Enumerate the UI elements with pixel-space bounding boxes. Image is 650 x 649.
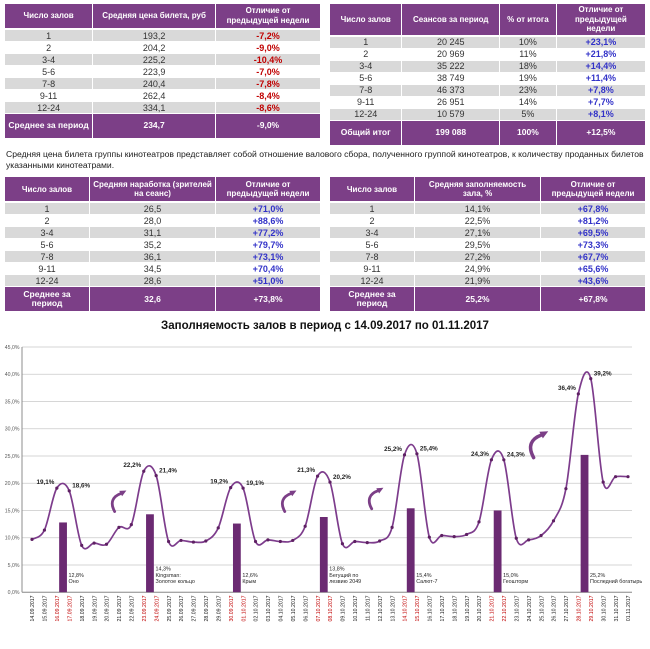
table-header-row: [330, 177, 645, 203]
table-row: [330, 109, 645, 121]
table-cell: +43,6%: [541, 275, 645, 287]
table-footer-cell: Среднее за период: [5, 114, 93, 139]
date-label: 21.09.2017: [117, 595, 124, 622]
table-cell: 1: [5, 203, 90, 215]
table-footer-cell: Среднее за период: [5, 287, 90, 312]
tables-row-middle: [0, 173, 650, 312]
date-label: 21.10.2017: [489, 595, 496, 622]
table-cell: +73,3%: [541, 239, 645, 251]
table-header-row: [5, 4, 320, 30]
table-cell: 1: [330, 37, 402, 49]
svg-text:24,3%: 24,3%: [506, 452, 525, 460]
table-cell: +7,8%: [557, 85, 645, 97]
table-row: [5, 227, 320, 239]
svg-text:13,8%: 13,8%: [329, 566, 345, 573]
table-cell: -7,8%: [216, 78, 320, 90]
table-cell: 38 749: [402, 73, 500, 85]
table-avg-ticket-price: [5, 4, 320, 146]
date-label: 20.09.2017: [104, 595, 111, 622]
date-label: 24.10.2017: [526, 595, 533, 622]
data-table-avg-ticket-price: [5, 4, 320, 139]
table-cell: +71,0%: [216, 203, 320, 215]
svg-text:21,4%: 21,4%: [159, 467, 178, 475]
table-cell: 12-24: [5, 275, 90, 287]
date-label: 29.10.2017: [588, 595, 595, 622]
table-cell: 2: [330, 49, 402, 61]
svg-text:10,0%: 10,0%: [4, 536, 20, 543]
table-row: [5, 239, 320, 251]
date-label: 15.10.2017: [415, 595, 422, 622]
premiere-bars: [59, 455, 588, 592]
premiere-bar: [320, 517, 328, 592]
svg-text:19,1%: 19,1%: [36, 479, 55, 487]
table-cell: 3-4: [330, 61, 402, 73]
table-cell: 193,2: [93, 30, 216, 42]
premiere-bar: [407, 509, 415, 593]
date-label: 01.10.2017: [241, 595, 248, 622]
table-cell: 2: [330, 215, 415, 227]
table-row: [330, 215, 645, 227]
date-label: 30.09.2017: [228, 595, 235, 622]
svg-text:15,0%: 15,0%: [4, 508, 20, 515]
table-cell: 2: [5, 215, 90, 227]
svg-text:Последний богатырь: Последний богатырь: [590, 579, 643, 586]
date-label: 07.10.2017: [315, 595, 322, 622]
table-cell: 10%: [500, 37, 557, 49]
table-cell: -7,2%: [216, 30, 320, 42]
table-avg-attendance: [5, 177, 320, 312]
premiere-bar: [59, 523, 67, 593]
table-cell: 14%: [500, 97, 557, 109]
table-cell: +69,5%: [541, 227, 645, 239]
table-cell: -9,0%: [216, 42, 320, 54]
y-axis-labels: [5, 345, 20, 596]
table-footer-cell: Общий итог: [330, 121, 402, 146]
date-label: 14.10.2017: [402, 595, 409, 622]
date-label: 16.10.2017: [427, 595, 434, 622]
table-cell: +73,1%: [216, 251, 320, 263]
table-row: [5, 54, 320, 66]
svg-text:45,0%: 45,0%: [4, 345, 20, 352]
date-label: 10.10.2017: [353, 595, 360, 622]
svg-text:40,0%: 40,0%: [4, 372, 20, 379]
table-cell: -8,4%: [216, 90, 320, 102]
date-label: 12.10.2017: [377, 595, 384, 622]
up-arrow-icon: [112, 494, 120, 512]
date-label: 26.09.2017: [179, 595, 186, 622]
table-cell: +65,6%: [541, 263, 645, 275]
premiere-bar: [494, 511, 502, 593]
table-footer-cell: -9,0%: [216, 114, 320, 139]
table-cell: 36,1: [90, 251, 216, 263]
table-row: [330, 227, 645, 239]
column-header: Средняя заполняемость зала, %: [415, 177, 541, 203]
svg-text:39,2%: 39,2%: [593, 370, 612, 378]
svg-text:20,2%: 20,2%: [333, 474, 351, 482]
table-cell: +51,0%: [216, 275, 320, 287]
column-header: % от итога: [500, 4, 557, 37]
table-footer-row: [330, 121, 645, 146]
table-footer-row: [330, 287, 645, 312]
date-label: 11.10.2017: [365, 595, 372, 622]
table-cell: 12-24: [330, 275, 415, 287]
svg-text:лезвию 2049: лезвию 2049: [329, 579, 362, 586]
table-cell: 14,1%: [415, 203, 541, 215]
table-sessions-per-period: [330, 4, 645, 146]
up-arrow-icon: [282, 494, 290, 512]
table-cell: +8,1%: [557, 109, 645, 121]
table-cell: 1: [330, 203, 415, 215]
svg-text:15,0%: 15,0%: [503, 573, 519, 580]
date-label: 08.10.2017: [328, 595, 335, 622]
premiere-bar-labels: [69, 567, 643, 586]
table-row: [5, 66, 320, 78]
table-cell: +21,8%: [557, 49, 645, 61]
table-cell: 1: [5, 30, 93, 42]
table-cell: 5-6: [330, 73, 402, 85]
table-cell: 7-8: [5, 251, 90, 263]
date-label: 27.09.2017: [191, 595, 198, 622]
date-label: 31.10.2017: [613, 595, 620, 622]
svg-text:Kingsman:: Kingsman:: [155, 573, 181, 580]
table-row: [5, 203, 320, 215]
up-arrow-icon: [531, 436, 542, 459]
line-markers: [30, 377, 629, 547]
svg-text:24,3%: 24,3%: [471, 451, 489, 459]
table-cell: 26 951: [402, 97, 500, 109]
table-cell: 5-6: [330, 239, 415, 251]
note-text: Средняя цена билета группы кинотеатров представляет собой отношение валового сбора, полученного группой кинотеатров, к количеству проданных билетов указанными кинотеатрами.: [6, 148, 644, 171]
table-cell: 21,9%: [415, 275, 541, 287]
date-label: 23.10.2017: [514, 595, 521, 622]
table-cell: 334,1: [93, 102, 216, 114]
svg-text:Золотое кольцо: Золотое кольцо: [155, 579, 195, 586]
date-label: 05.10.2017: [290, 595, 297, 622]
svg-text:12,8%: 12,8%: [68, 573, 84, 580]
occupancy-line: [32, 372, 628, 549]
table-cell: 23%: [500, 85, 557, 97]
occupancy-chart: [0, 312, 650, 636]
date-label: 29.09.2017: [216, 595, 223, 622]
date-label: 25.09.2017: [166, 595, 173, 622]
date-label: 28.09.2017: [204, 595, 211, 622]
table-row: [330, 97, 645, 109]
table-cell: 12-24: [330, 109, 402, 121]
table-cell: 46 373: [402, 85, 500, 97]
up-arrow-icon: [369, 491, 377, 509]
data-table-sessions-per-period: [330, 4, 645, 146]
date-label: 16.09.2017: [55, 595, 62, 622]
table-row: [330, 251, 645, 263]
table-footer-cell: 199 088: [402, 121, 500, 146]
svg-text:25,4%: 25,4%: [419, 446, 438, 454]
table-footer-cell: +67,8%: [541, 287, 645, 312]
column-header: Отличие от предыдущей недели: [216, 177, 320, 203]
table-cell: 29,5%: [415, 239, 541, 251]
svg-text:Крым: Крым: [242, 579, 257, 586]
table-row: [5, 102, 320, 114]
table-footer-cell: 32,6: [90, 287, 216, 312]
table-cell: +67,7%: [541, 251, 645, 263]
table-row: [5, 90, 320, 102]
svg-text:Геошторм: Геошторм: [503, 579, 529, 586]
table-footer-row: [5, 114, 320, 139]
svg-text:14,3%: 14,3%: [155, 566, 171, 573]
table-cell: 5-6: [5, 66, 93, 78]
svg-text:12,6%: 12,6%: [242, 573, 258, 580]
table-cell: 223,9: [93, 66, 216, 78]
date-label: 27.10.2017: [564, 595, 571, 622]
date-label: 19.10.2017: [464, 595, 471, 622]
table-cell: +67,8%: [541, 203, 645, 215]
table-cell: -8,6%: [216, 102, 320, 114]
table-cell: 28,0: [90, 215, 216, 227]
svg-text:25,2%: 25,2%: [590, 573, 606, 580]
premiere-bar: [233, 524, 241, 593]
date-label: 26.10.2017: [551, 595, 558, 622]
table-cell: +79,7%: [216, 239, 320, 251]
date-label: 25.10.2017: [539, 595, 546, 622]
svg-text:22,2%: 22,2%: [123, 462, 142, 470]
svg-text:25,2%: 25,2%: [384, 446, 402, 454]
column-header: Отличие от предыдущей недели: [216, 4, 320, 30]
table-row: [330, 61, 645, 73]
column-header: Число залов: [5, 4, 93, 30]
table-header-row: [330, 4, 645, 37]
table-cell: 20 245: [402, 37, 500, 49]
table-cell: 27,2%: [415, 251, 541, 263]
table-cell: 11%: [500, 49, 557, 61]
table-row: [330, 73, 645, 85]
table-cell: 24,9%: [415, 263, 541, 275]
table-cell: 9-11: [330, 263, 415, 275]
table-cell: 35 222: [402, 61, 500, 73]
table-row: [5, 263, 320, 275]
date-label: 17.10.2017: [439, 595, 446, 622]
table-cell: 19%: [500, 73, 557, 85]
date-label: 30.10.2017: [601, 595, 608, 622]
svg-text:0,0%: 0,0%: [7, 590, 20, 597]
table-cell: 10 579: [402, 109, 500, 121]
table-row: [5, 30, 320, 42]
date-label: 02.10.2017: [253, 595, 260, 622]
svg-text:19,2%: 19,2%: [210, 479, 229, 487]
date-label: 17.09.2017: [67, 595, 74, 622]
x-axis-labels: [30, 596, 632, 622]
table-footer-cell: +12,5%: [557, 121, 645, 146]
date-label: 19.09.2017: [92, 595, 99, 622]
table-footer-cell: 25,2%: [415, 287, 541, 312]
table-row: [5, 215, 320, 227]
column-header: Отличие от предыдущей недели: [541, 177, 645, 203]
date-label: 09.10.2017: [340, 595, 347, 622]
table-cell: 9-11: [5, 263, 90, 275]
occupancy-chart-svg: [0, 335, 650, 631]
data-table-avg-occupancy: [330, 177, 645, 312]
premiere-bar: [146, 515, 154, 593]
premiere-bar: [581, 455, 589, 592]
table-cell: 9-11: [5, 90, 93, 102]
date-label: 15.09.2017: [42, 595, 49, 622]
table-cell: 35,2: [90, 239, 216, 251]
table-cell: 27,1%: [415, 227, 541, 239]
column-header: Число залов: [5, 177, 90, 203]
column-header: Отличие от предыдущей недели: [557, 4, 645, 37]
svg-text:19,1%: 19,1%: [246, 480, 264, 488]
column-header: Число залов: [330, 4, 402, 37]
table-cell: 12-24: [5, 102, 93, 114]
table-cell: +7,7%: [557, 97, 645, 109]
date-label: 22.09.2017: [129, 595, 136, 622]
table-cell: 5-6: [5, 239, 90, 251]
chart-title: Заполняемость залов в период с 14.09.2017 по 01.11.2017: [161, 320, 489, 333]
table-row: [5, 78, 320, 90]
date-label: 04.10.2017: [278, 595, 285, 622]
svg-text:Оно: Оно: [68, 579, 79, 586]
table-cell: -7,0%: [216, 66, 320, 78]
table-cell: +88,6%: [216, 215, 320, 227]
table-cell: +70,4%: [216, 263, 320, 275]
svg-text:18,6%: 18,6%: [72, 483, 91, 491]
table-row: [5, 275, 320, 287]
date-label: 01.11.2017: [626, 595, 633, 622]
table-cell: 204,2: [93, 42, 216, 54]
column-header: Сеансов за период: [402, 4, 500, 37]
table-row: [330, 275, 645, 287]
table-footer-row: [5, 287, 320, 312]
table-row: [5, 42, 320, 54]
table-footer-cell: +73,8%: [216, 287, 320, 312]
table-cell: 20 969: [402, 49, 500, 61]
date-label: 18.09.2017: [79, 595, 86, 622]
date-label: 14.09.2017: [30, 595, 37, 622]
svg-text:36,4%: 36,4%: [557, 385, 576, 393]
table-cell: 26,5: [90, 203, 216, 215]
table-row: [330, 37, 645, 49]
table-cell: 3-4: [330, 227, 415, 239]
table-cell: -10,4%: [216, 54, 320, 66]
svg-text:Салют-7: Салют-7: [416, 579, 438, 586]
table-row: [330, 49, 645, 61]
table-cell: 225,2: [93, 54, 216, 66]
table-cell: 7-8: [5, 78, 93, 90]
table-row: [330, 239, 645, 251]
svg-text:5,0%: 5,0%: [7, 563, 20, 570]
date-label: 23.09.2017: [141, 595, 148, 622]
table-cell: 22,5%: [415, 215, 541, 227]
table-cell: 7-8: [330, 251, 415, 263]
table-cell: 3-4: [5, 227, 90, 239]
table-avg-occupancy: [330, 177, 645, 312]
column-header: Число залов: [330, 177, 415, 203]
table-cell: +77,2%: [216, 227, 320, 239]
table-cell: 31,1: [90, 227, 216, 239]
column-header: Средняя цена билета, руб: [93, 4, 216, 30]
table-cell: 2: [5, 42, 93, 54]
date-label: 03.10.2017: [266, 595, 273, 622]
table-cell: 9-11: [330, 97, 402, 109]
date-label: 06.10.2017: [303, 595, 310, 622]
table-row: [330, 85, 645, 97]
table-cell: +23,1%: [557, 37, 645, 49]
date-label: 18.10.2017: [452, 595, 459, 622]
data-table-avg-attendance: [5, 177, 320, 312]
table-cell: 7-8: [330, 85, 402, 97]
svg-text:21,3%: 21,3%: [297, 467, 316, 475]
tables-row-top: [0, 0, 650, 146]
table-row: [330, 203, 645, 215]
svg-text:35,0%: 35,0%: [4, 399, 20, 406]
table-cell: 262,4: [93, 90, 216, 102]
table-cell: +11,4%: [557, 73, 645, 85]
date-label: 22.10.2017: [502, 595, 509, 622]
svg-text:30,0%: 30,0%: [4, 427, 20, 434]
table-cell: 28,6: [90, 275, 216, 287]
table-footer-cell: 100%: [500, 121, 557, 146]
table-row: [5, 251, 320, 263]
table-cell: +14,4%: [557, 61, 645, 73]
table-cell: +81,2%: [541, 215, 645, 227]
table-footer-cell: 234,7: [93, 114, 216, 139]
date-label: 20.10.2017: [477, 595, 484, 622]
table-header-row: [5, 177, 320, 203]
column-header: Средняя наработка (зрителей на сеанс): [90, 177, 216, 203]
table-cell: 5%: [500, 109, 557, 121]
svg-text:15,4%: 15,4%: [416, 573, 432, 580]
table-cell: 3-4: [5, 54, 93, 66]
table-cell: 240,4: [93, 78, 216, 90]
svg-text:Бегущий по: Бегущий по: [329, 573, 359, 580]
date-label: 24.09.2017: [154, 595, 161, 622]
svg-text:20,0%: 20,0%: [4, 481, 20, 488]
date-label: 13.10.2017: [390, 595, 397, 622]
svg-text:25,0%: 25,0%: [4, 454, 20, 461]
table-cell: 34,5: [90, 263, 216, 275]
table-cell: 18%: [500, 61, 557, 73]
table-row: [330, 263, 645, 275]
date-label: 28.10.2017: [576, 595, 583, 622]
table-footer-cell: Среднее за период: [330, 287, 415, 312]
